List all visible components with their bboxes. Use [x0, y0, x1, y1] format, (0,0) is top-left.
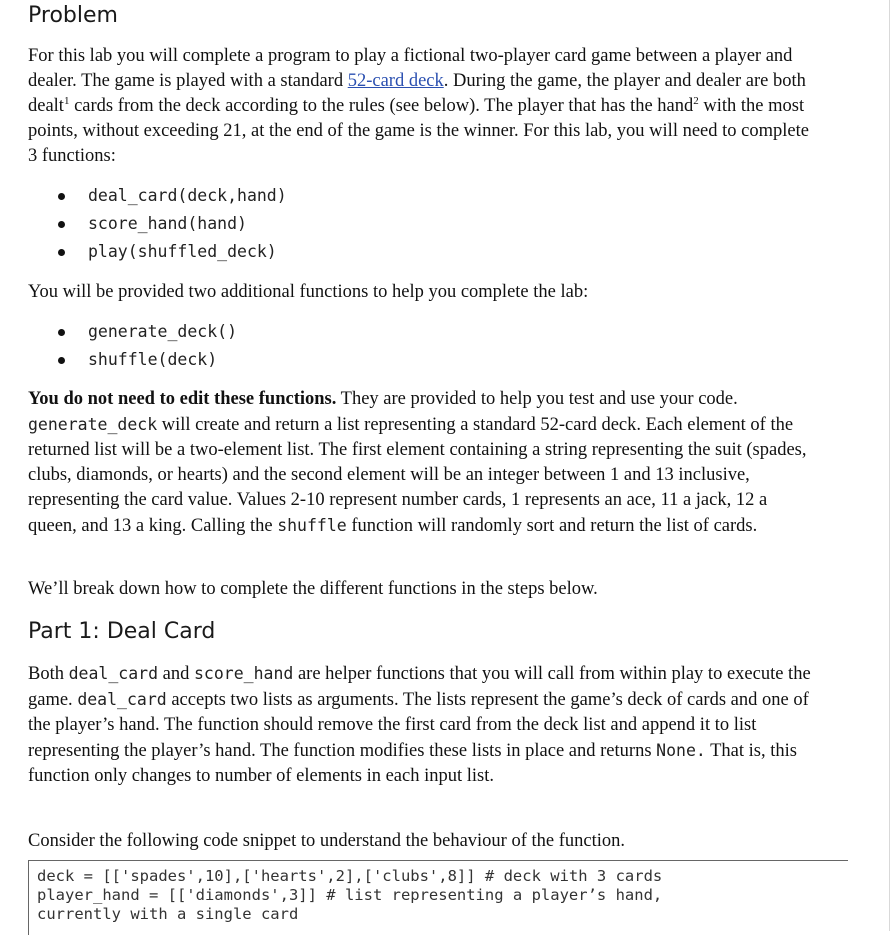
bullet-icon: [58, 193, 65, 200]
bullet-icon: [58, 329, 65, 336]
footnote-1: 1: [63, 94, 70, 107]
part1-heading: Part 1: Deal Card: [28, 619, 216, 644]
list-item: generate_deck(): [58, 318, 237, 346]
list-item: score_hand(hand): [58, 210, 287, 238]
list-item: deal_card(deck,hand): [58, 182, 287, 210]
code-line: deck = [['spades',10],['hearts',2],['clubs',8]] # deck with 3 cards: [37, 867, 663, 885]
part1-paragraph: Both deal_card and score_hand are helper functions that you will call from within play to execute the game. deal_card accepts two lists as arguments. The lists represent the game’s deck of cards and one of the player’s hand. The function should remove the first card from the deck list and append it to list representing the player’s hand. The function modifies these lists in place and returns None. That is, this function only changes to number of elements in each input list.: [28, 664, 811, 786]
footnote-2: 2: [693, 94, 699, 107]
list-item: shuffle(deck): [58, 346, 237, 374]
problem-intro-paragraph: For this lab you will complete a program to play a fictional two-player card game between a player and dealer. The game is played with a standard 52-card deck. During the game, the player and dealer are both dealt$^1$ cards from the deck according to the rules (see below). The player that has the hand$^2$ with the most points, without exceeding 21, at the end of the game is the winner. For this lab, you will need to complete 3 functions:: [28, 46, 809, 166]
provided-functions-intro: You will be provided two additional functions to help you complete the lab:: [28, 282, 589, 302]
provided-functions-description: You do not need to edit these functions. They are provided to help you test and use your code. generate_deck will create and return a list representing a standard 52-card deck. Each element of the returned list will be a two-element list. The first element containing a string representing the suit (spades, clubs, diamonds, or hearts) and the second element will be an integer between 1 and 13 inclusive, representing the card value. Values 2-10 represent number cards, 1 represents an ace, 11 a jack, 12 a queen, and 13 a king. Calling the shuffle function will randomly sort and return the list of cards.: [28, 389, 807, 536]
52-card-deck-link[interactable]: 52-card deck: [347, 71, 444, 91]
code-snippet: [28, 860, 848, 935]
list-item: play(shuffled_deck): [58, 238, 287, 266]
code-line: currently with a single card: [37, 905, 299, 923]
breakdown-sentence: We’ll break down how to complete the different functions in the steps below.: [28, 579, 598, 599]
consider-sentence: Consider the following code snippet to understand the behaviour of the function.: [28, 831, 626, 851]
bullet-icon: [58, 221, 65, 228]
problem-heading: Problem: [28, 3, 118, 28]
bullet-icon: [58, 357, 65, 364]
code-line: player_hand = [['diamonds',3]] # list representing a player’s hand,: [37, 886, 663, 904]
bullet-icon: [58, 249, 65, 256]
provided-functions-list: [58, 318, 237, 374]
functions-to-complete-list: [58, 182, 287, 266]
